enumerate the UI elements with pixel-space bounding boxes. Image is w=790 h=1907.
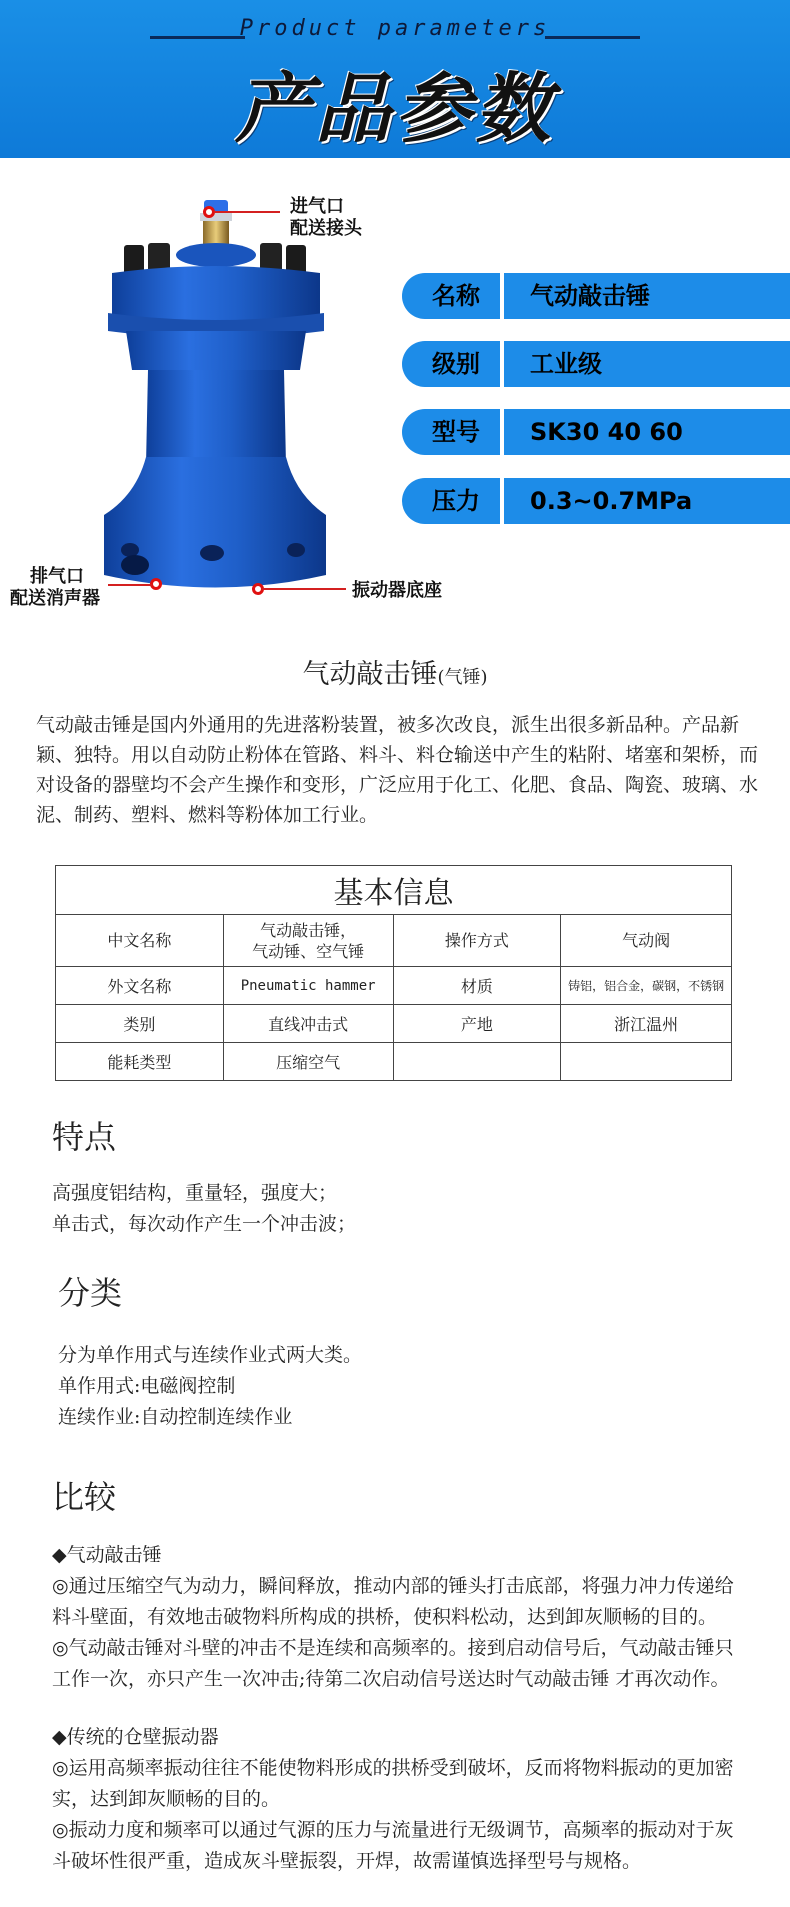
param-value: 0.3~0.7MPa	[504, 478, 790, 524]
table-cell: 直线冲击式	[223, 1005, 393, 1043]
table-row	[56, 1043, 732, 1081]
param-row-model	[402, 409, 790, 455]
inlet-callout-line	[214, 211, 280, 213]
table-row	[56, 1005, 732, 1043]
table-cell: 气动阀	[561, 915, 732, 967]
param-label: 级别	[402, 341, 500, 387]
table-cell: 气动敲击锤， 气动锤、空气锤	[223, 915, 393, 967]
param-label: 名称	[402, 273, 500, 319]
comparison-vibrator-p1: ◎运用高频率振动往往不能使物料形成的拱桥受到破坏，反而将物料振动的更加密实，达到卸灰顺畅的目的。	[52, 1757, 734, 1810]
table-row	[56, 967, 732, 1005]
intro-title: 气动敲击锤(气锤)	[302, 659, 488, 690]
basic-info-table	[55, 865, 732, 1081]
param-row-grade	[402, 341, 790, 387]
table-cell: 浙江温州	[561, 1005, 732, 1043]
table-cell: 类别	[56, 1005, 224, 1043]
comparison-vibrator-p2: ◎振动力度和频率可以通过气源的压力与流量进行无级调节，高频率的振动对于灰斗破坏性很严重，造成灰斗壁振裂，开焊，故需谨慎选择型号与规格。	[52, 1819, 734, 1872]
table-row	[56, 915, 732, 967]
intro-title-suffix: (气锤)	[437, 667, 488, 688]
base-label: 振动器底座	[352, 580, 442, 601]
table-cell	[561, 1043, 732, 1081]
header-title: 产品参数	[235, 64, 555, 153]
param-label: 型号	[402, 409, 500, 455]
table-cell: 操作方式	[393, 915, 561, 967]
inlet-label: 进气口 配送接头	[290, 196, 362, 239]
exhaust-label: 排气口 配送消声器	[10, 566, 100, 609]
comparison-vibrator	[52, 1722, 752, 1877]
features-title: 特点	[52, 1118, 117, 1156]
classification-title: 分类	[58, 1274, 123, 1312]
pneumatic-hammer-image	[100, 195, 330, 615]
table-caption: 基本信息	[56, 866, 732, 915]
comparison-title: 比较	[52, 1478, 117, 1516]
comparison-hammer-p1: ◎通过压缩空气为动力，瞬间释放，推动内部的锤头打击底部，将强力冲力传递给料斗壁面，有效地击破物料所构成的拱桥，使积料松动，达到卸灰顺畅的目的。	[52, 1575, 734, 1628]
table-cell: 能耗类型	[56, 1043, 224, 1081]
base-callout-line	[262, 588, 346, 590]
exhaust-callout-line	[108, 584, 152, 586]
comparison-hammer-heading: ◆气动敲击锤	[52, 1544, 162, 1566]
param-value: 工业级	[504, 341, 790, 387]
table-cell	[393, 1043, 561, 1081]
param-value: 气动敲击锤	[504, 273, 790, 319]
table-cell: 铸铝，铝合金，碳钢，不锈钢	[561, 967, 732, 1005]
comparison-hammer	[52, 1540, 752, 1695]
header-banner	[0, 0, 790, 158]
param-row-name	[402, 273, 790, 319]
header-subtitle: Product parameters	[239, 16, 551, 41]
table-cell: 材质	[393, 967, 561, 1005]
table-cell: 产地	[393, 1005, 561, 1043]
param-value: SK30 40 60	[504, 409, 790, 455]
table-cell: 中文名称	[56, 915, 224, 967]
table-cell: 压缩空气	[223, 1043, 393, 1081]
intro-paragraph: 气动敲击锤是国内外通用的先进落粉装置，被多次改良，派生出很多新品种。产品新颖、独特。用以自动防止粉体在管路、料斗、料仓输送中产生的粘附、堵塞和架桥，而对设备的器壁均不会产生操作和变形，广泛应用于化工、化肥、食品、陶瓷、玻璃、水泥、制药、塑料、燃料等粉体加工行业。	[36, 714, 759, 826]
features-text: 高强度铝结构，重量轻，强度大； 单击式，每次动作产生一个冲击波；	[52, 1182, 357, 1235]
param-label: 压力	[402, 478, 500, 524]
table-cell: Pneumatic hammer	[223, 967, 393, 1005]
comparison-vibrator-heading: ◆传统的仓壁振动器	[52, 1726, 219, 1748]
classification-text: 分为单作用式与连续作业式两大类。 单作用式:电磁阀控制 连续作业:自动控制连续作业	[58, 1344, 363, 1428]
comparison-hammer-p2: ◎气动敲击锤对斗壁的冲击不是连续和高频率的。接到启动信号后，气动敲击锤只工作一次，亦只产生一次冲击;待第二次启动信号送达时气动敲击锤 才再次动作。	[52, 1637, 734, 1690]
table-cell: 外文名称	[56, 967, 224, 1005]
param-row-pressure	[402, 478, 790, 524]
